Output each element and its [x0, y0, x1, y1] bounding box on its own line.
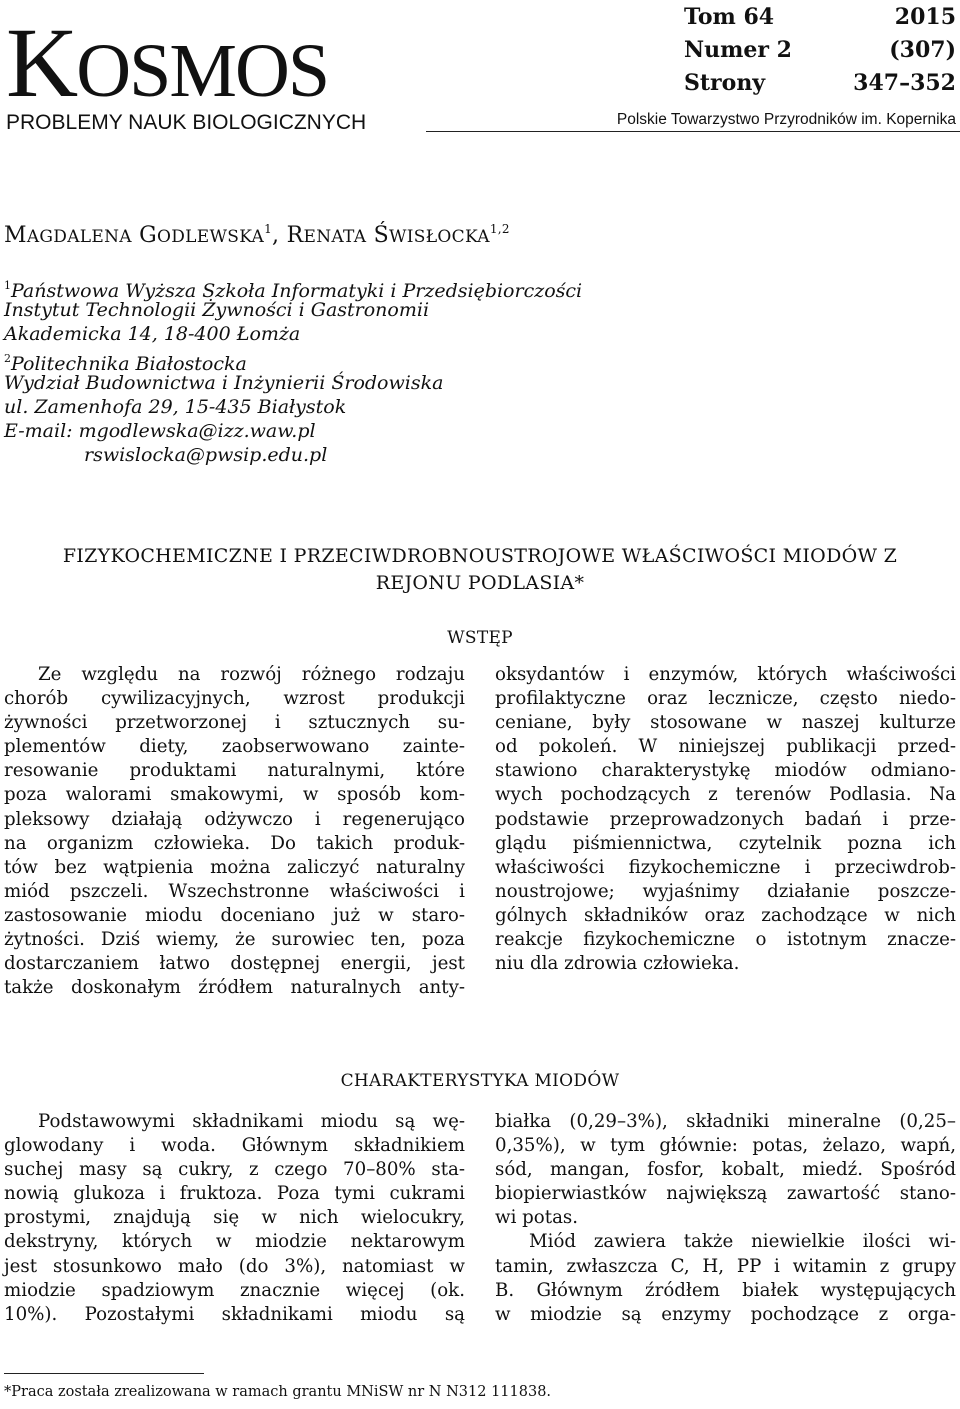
logo-rest: OSMOS: [76, 29, 329, 113]
meta-row-pages: Strony 347–352: [684, 70, 956, 96]
affiliation-line: Instytut Technologii Żywności i Gastronomii: [4, 299, 430, 322]
society-name: Polskie Towarzystwo Przyrodników im. Kopernika: [616, 111, 956, 128]
journal-logo: [6, 7, 329, 118]
footnote-rule: [4, 1373, 204, 1374]
meta-row-volume: Tom 64 2015: [684, 4, 956, 30]
footnote: *Praca została zrealizowana w ramach grantu MNiSW nr N N312 111838.: [4, 1384, 552, 1400]
issue-meta: [684, 0, 956, 99]
affiliation-line: Akademicka 14, 18-400 Łomża: [4, 323, 301, 346]
email-line: E-mail: mgodlewska@izz.waw.pl: [4, 420, 316, 443]
header-rule: [426, 131, 960, 132]
journal-subtitle: PROBLEMY NAUK BIOLOGICZNYCH: [6, 111, 367, 134]
section-heading-intro: WSTĘP: [447, 628, 513, 648]
section-heading-characteristics: CHARAKTERYSTYKA MIODÓW: [340, 1071, 620, 1091]
characteristics-right-column: białka (0,29–3%), składniki mineralne (0,25– 0,35%), w tym głównie: potas, żelazo, wapń, sód, mangan, fosfor, kobalt, miedź. Spośród biopierwiastków największą zawartość stano- wi potas. Miód zawiera także niewielkie ilości wi- tamin, zwłaszcza C, H, PP i witamin z grupy B. Głównym źródłem białek występujących w miodzie są enzymy pochodzące z orga-: [495, 1111, 956, 1325]
characteristics-left-column: Podstawowymi składnikami miodu są wę- glowodany i woda. Głównym składnikiem suchej masy są cukry, z czego 70–80% sta- nowią glukoza i fruktoza. Poza tymi cukrami prostymi, znajdują się w nich wielocukry, dekstryny, których w miodzie nektarowym jest stosunkowo mało (do 3%), natomiast w miodzie spadziowym znacznie więcej (ok. 10%). Pozostałymi składnikami miodu są: [4, 1111, 465, 1325]
email-line: rswislocka@pwsip.edu.pl: [84, 444, 328, 467]
affiliation-line: $^2$Politechnika Białostocka: [4, 351, 247, 375]
intro-left-column: Ze względu na rozwój różnego rodzaju chorób cywilizacyjnych, wzrost produkcji żywności przetworzonej i sztucznych su- plementów diety, zaobserwowano zainte- resowanie produktami naturalnymi, które poza walorami smakowymi, w sposób kom- pleksowy działają odżywczo i regenerująco na organizm człowieka. Do takich produk- tów bez wątpienia można zaliczyć naturalny miód pszczeli. Wszechstronne właściwości i zastosowanie miodu doceniano już w staro- żytności. Dziś wiemy, że surowiec ten, poza dostarczaniem łatwo dostępnej energii, jest także doskonałym źródłem naturalnych anty-: [4, 664, 465, 999]
author-list: MAGDALENA GODLEWSKA$^1$, RENATA ŚWISŁOCKA$^{1,2}$: [4, 222, 510, 248]
affiliation-line: $^1$Państwowa Wyższa Szkoła Informatyki i Przedsiębiorczości: [4, 279, 583, 302]
meta-row-number: Numer 2 (307): [684, 37, 956, 63]
affiliations: [4, 274, 582, 468]
affiliation-line: ul. Zamenhofa 29, 15-435 Białystok: [4, 395, 347, 418]
logo-initial: K: [6, 7, 77, 118]
article-title: FIZYKOCHEMICZNE I PRZECIWDROBNOUSTROJOWE WŁAŚCIWOŚCI MIODÓW Z REJONU PODLASIA*: [62, 545, 898, 594]
affiliation-line: Wydział Budownictwa i Inżynierii Środowiska: [4, 371, 444, 394]
intro-right-column: oksydantów i enzymów, których właściwości profilaktyczne oraz lecznicze, często niedo- ceniane, były stosowane w naszej kulturze od pokoleń. W niniejszej publikacji przed- stawiono charakterystykę miodów odmiano- wych pochodzących z terenów Podlasia. Na podstawie przeprowadzonych badań i prze- glądu piśmiennictwa, czytelnik pozna ich właściwości fizykochemiczne i przeciwdrob- noustrojowe; wyjaśnimy działanie poszcze- gólnych składników oraz zachodzące w nich reakcje fizykochemiczne o istotnym znacze- niu dla zdrowia człowieka.: [495, 664, 956, 975]
